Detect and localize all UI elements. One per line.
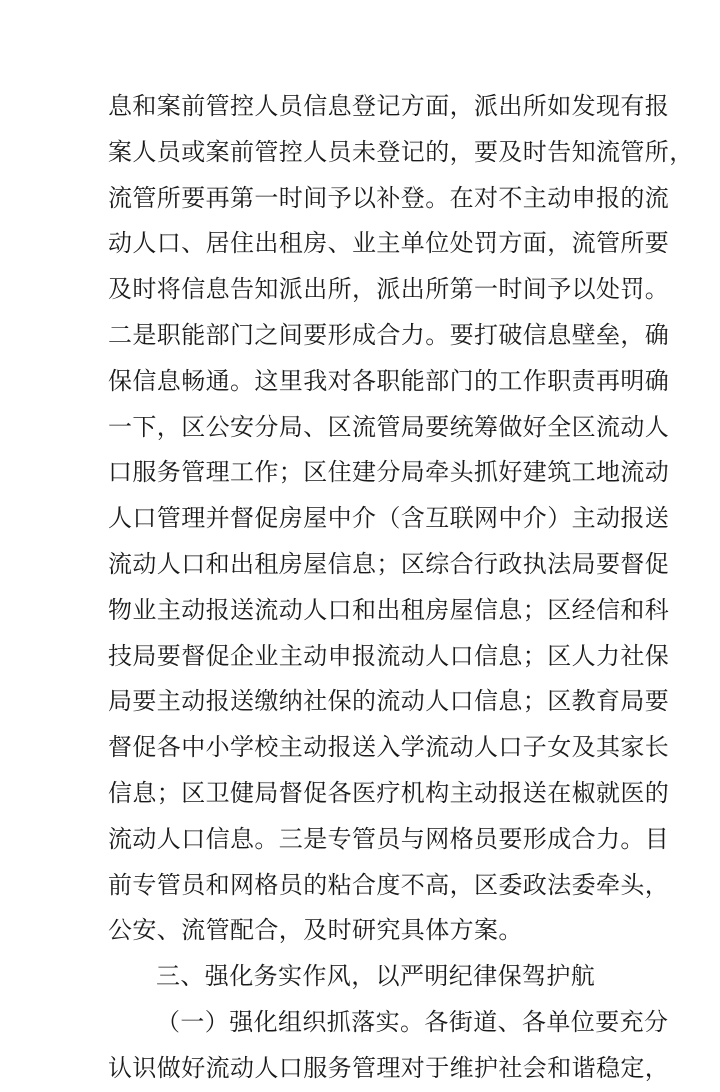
body-line: 案人员或案前管控人员未登记的，要及时告知流管所，	[108, 137, 694, 166]
document-body	[108, 84, 694, 1092]
body-line: 一下，区公安分局、区流管局要统筹做好全区流动人	[108, 412, 670, 441]
body-line: 人口管理并督促房屋中介（含互联网中介）主动报送	[108, 504, 670, 533]
body-line: 口服务管理工作；区住建分局牵头抓好建筑工地流动	[108, 458, 670, 487]
body-line: 督促各中小学校主动报送入学流动人口子女及其家长	[108, 733, 670, 762]
body-line: 保信息畅通。这里我对各职能部门的工作职责再明确	[108, 366, 670, 395]
body-line: 公安、流管配合，及时研究具体方案。	[108, 916, 523, 945]
body-line: 前专管员和网格员的粘合度不高，区委政法委牵头，	[108, 870, 670, 899]
body-line: 流动人口和出租房屋信息；区综合行政执法局要督促	[108, 549, 670, 578]
body-line: 流动人口信息。三是专管员与网格员要形成合力。目	[108, 824, 670, 853]
section-heading: 三、强化务实作风，以严明纪律保驾护航	[156, 962, 596, 991]
body-line: 动人口、居住出租房、业主单位处罚方面，流管所要	[108, 229, 670, 258]
body-line: 局要主动报送缴纳社保的流动人口信息；区教育局要	[108, 687, 670, 716]
body-line: 物业主动报送流动人口和出租房屋信息；区经信和科	[108, 595, 670, 624]
body-line: 及时将信息告知派出所，派出所第一时间予以处罚。	[108, 275, 670, 304]
body-line: 技局要督促企业主动申报流动人口信息；区人力社保	[108, 641, 670, 670]
body-line: 流管所要再第一时间予以补登。在对不主动申报的流	[108, 183, 670, 212]
subsection-line: 认识做好流动人口服务管理对于维护社会和谐稳定，	[108, 1053, 670, 1082]
body-line: 信息；区卫健局督促各医疗机构主动报送在椒就医的	[108, 778, 670, 807]
subsection-line: （一）强化组织抓落实。各街道、各单位要充分	[156, 1007, 669, 1036]
body-line: 息和案前管控人员信息登记方面，派出所如发现有报	[108, 92, 670, 120]
body-line: 二是职能部门之间要形成合力。要打破信息壁垒，确	[108, 320, 670, 349]
